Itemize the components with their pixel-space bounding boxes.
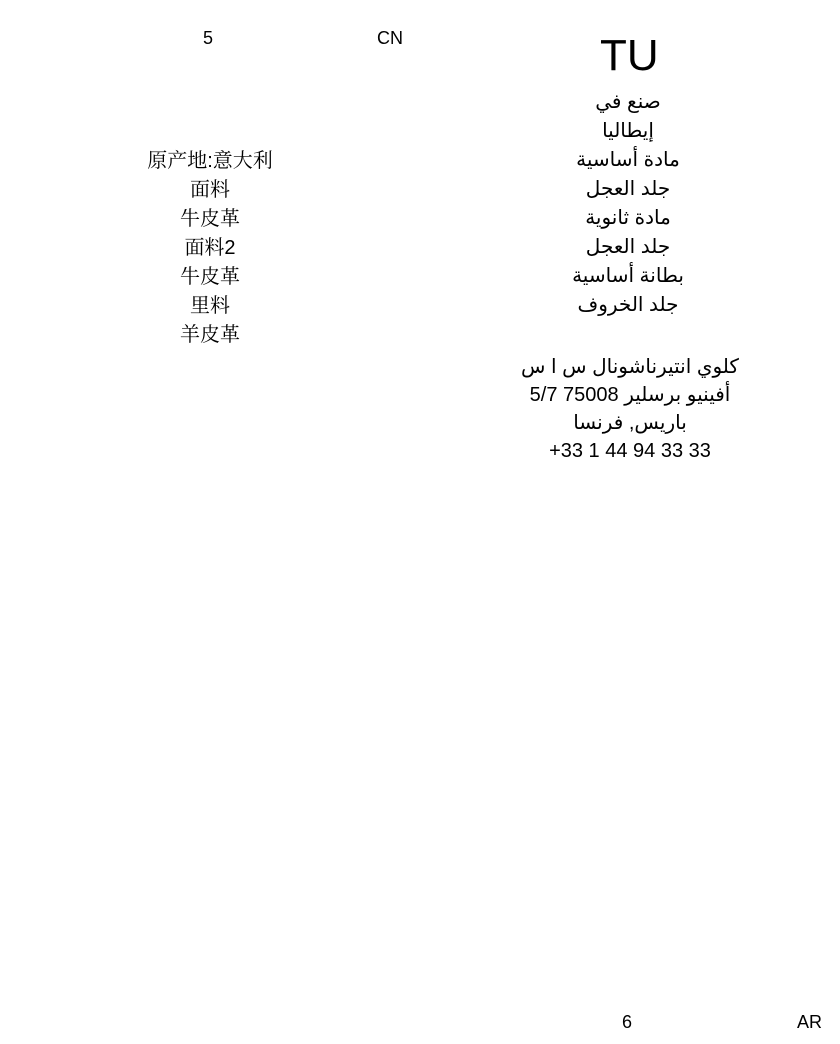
arabic-label-block	[508, 88, 748, 320]
street-address: أفينيو برسلير 75008 5/7	[529, 384, 731, 406]
language-title-tu: TU	[600, 31, 659, 80]
page-number-left: 5	[203, 28, 214, 48]
city-country: باريس, فرنسا	[573, 412, 687, 434]
company-name: كلوي انتيرناشونال س ا س	[521, 356, 739, 378]
made-in-line: صنع في	[595, 91, 661, 113]
lining-value: 羊皮革	[180, 324, 240, 346]
material2-value: 牛皮革	[180, 266, 240, 288]
main-material-label: مادة أساسية	[576, 149, 680, 171]
material-value: 牛皮革	[180, 208, 240, 230]
secondary-material-value: جلد العجل	[585, 236, 671, 258]
language-code-ar: AR	[797, 1012, 823, 1032]
phone-number: +33 1 44 94 33 33	[549, 440, 711, 462]
language-code-cn: CN	[377, 28, 403, 48]
chinese-label-block	[110, 149, 310, 352]
material2-label: 面料2	[184, 237, 236, 259]
address-block	[500, 353, 760, 465]
country-line: إيطاليا	[602, 120, 654, 142]
lining-label: 里料	[190, 295, 230, 317]
page-number-right: 6	[622, 1012, 633, 1032]
main-material-value: جلد العجل	[585, 178, 671, 200]
origin-line: 原产地:意大利	[147, 150, 273, 172]
secondary-material-label: مادة ثانوية	[585, 207, 671, 229]
main-lining-label: بطانة أساسية	[572, 265, 684, 287]
main-lining-value: جلد الخروف	[577, 294, 679, 316]
material-label: 面料	[190, 179, 230, 201]
